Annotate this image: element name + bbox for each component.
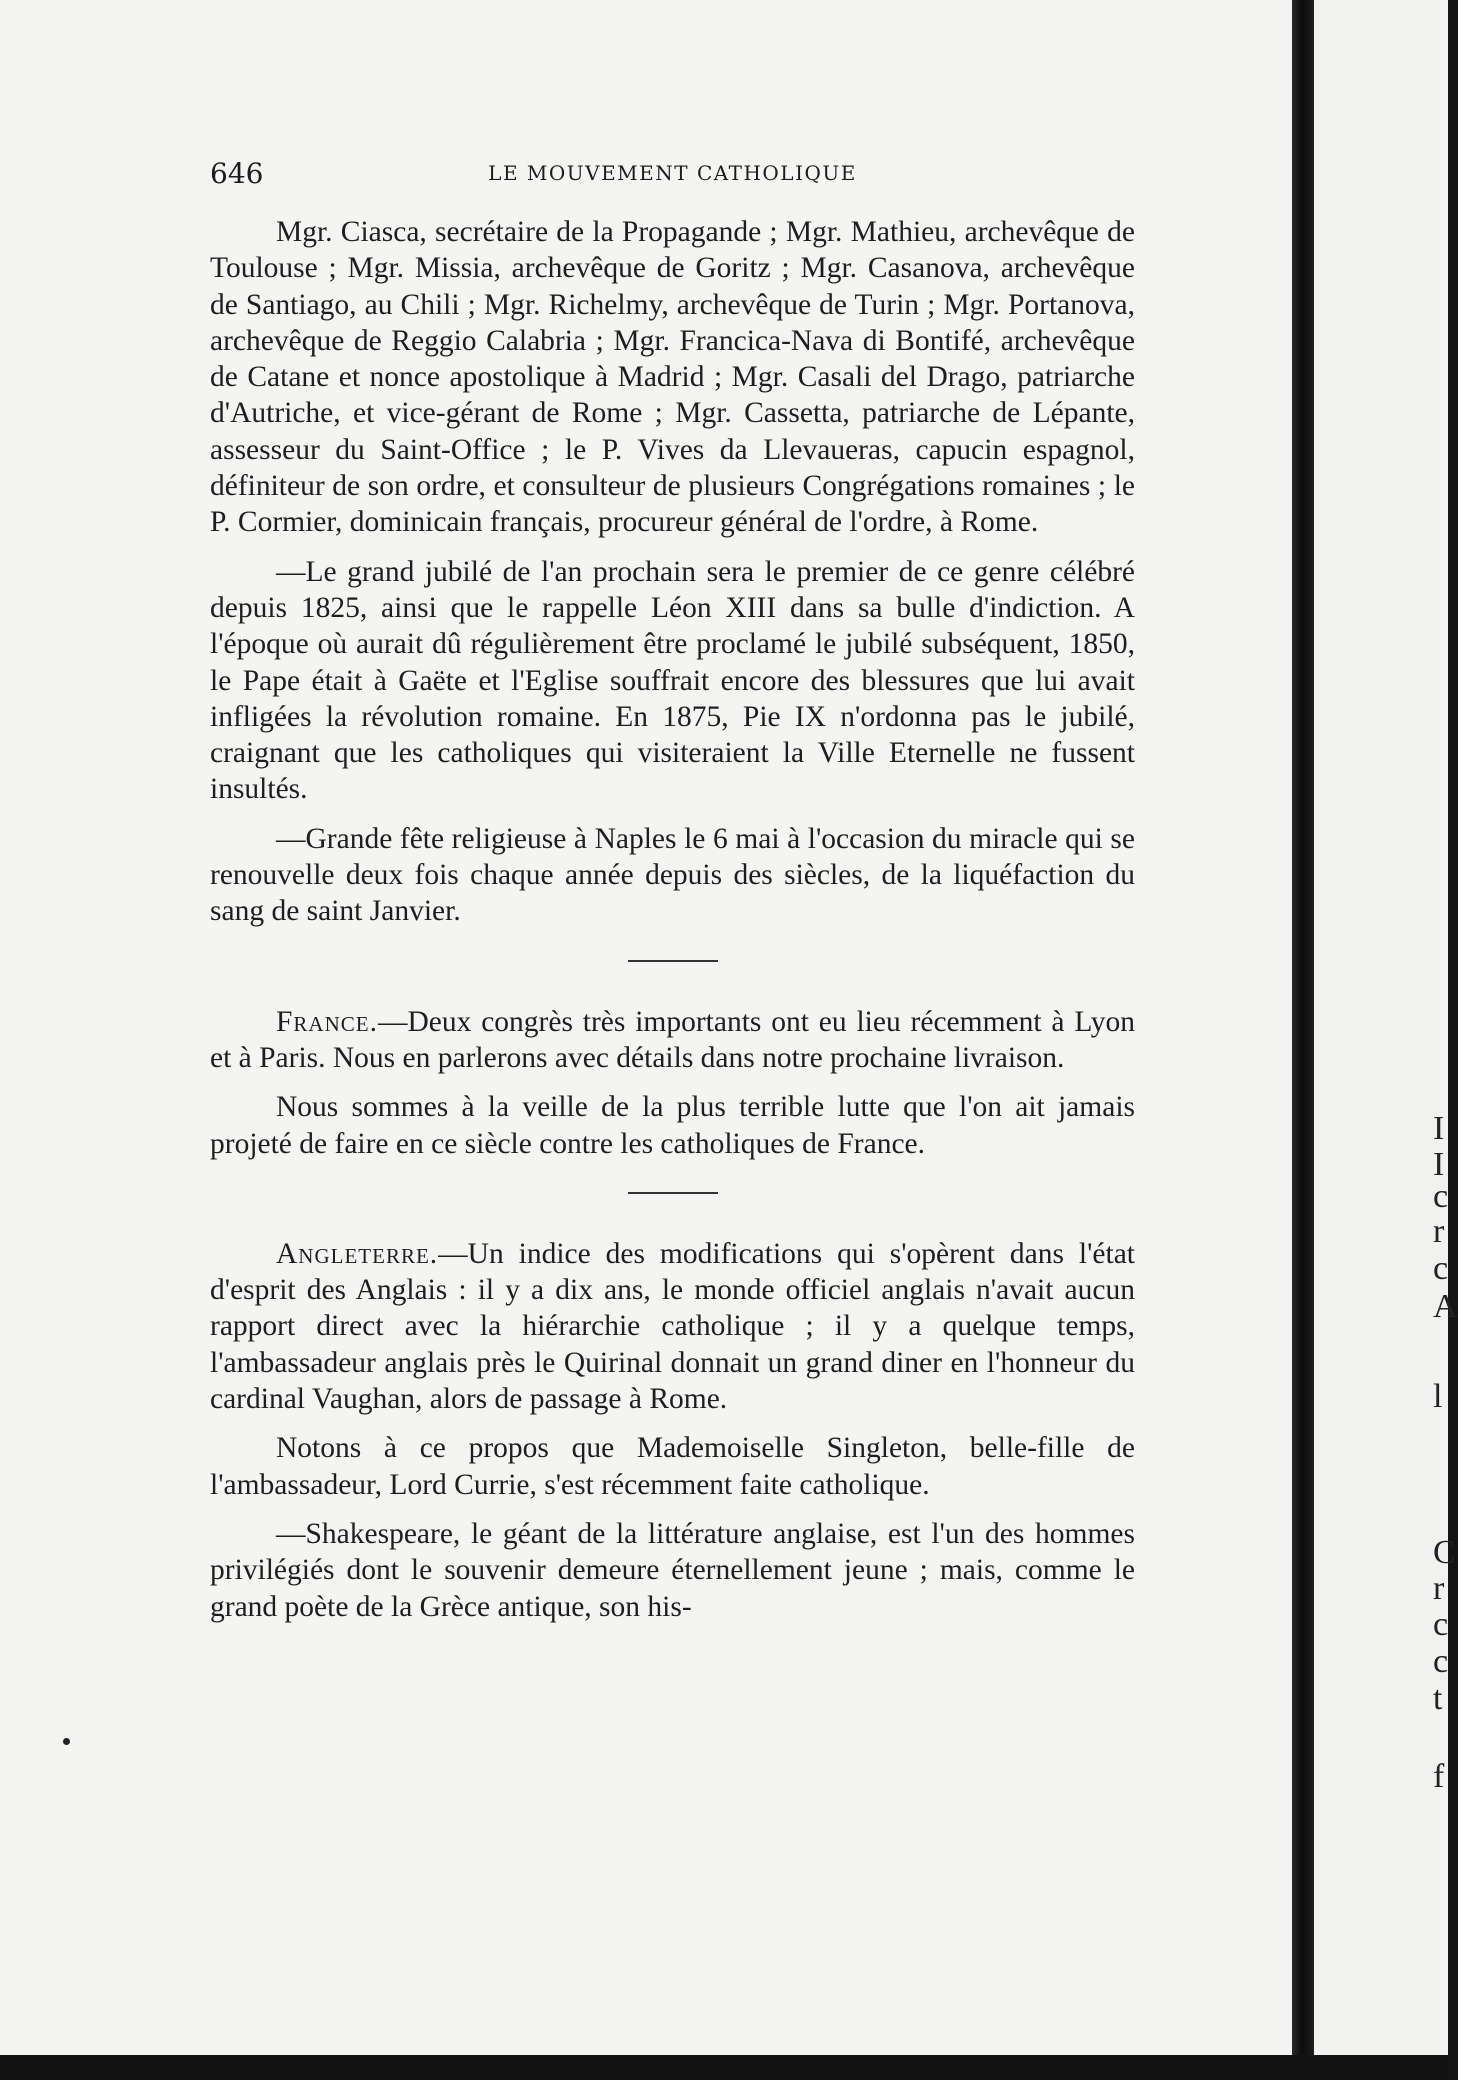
facing-letter: r — [1433, 1213, 1445, 1250]
paragraph-shakespeare: —Shakespeare, le géant de la littérature anglaise, est l'un des hommes privilégiés dont le souvenir demeure éternellement jeune ; mais, comme le grand poète de la Grèce antique, son his- — [210, 1517, 1135, 1623]
page-number: 646 — [210, 157, 264, 190]
ink-speck — [63, 1738, 70, 1745]
facing-letter: c — [1433, 1178, 1449, 1215]
facing-letter: c — [1433, 1606, 1449, 1643]
facing-letter: A — [1433, 1288, 1458, 1325]
facing-letter: t — [1433, 1680, 1443, 1717]
facing-letter: c — [1433, 1250, 1449, 1287]
paragraph-france-struggle: Nous sommes à la veille de la plus terrible lutte que l'on ait jamais projeté de faire en ce siècle contre les catholiques de France. — [210, 1091, 1135, 1160]
paragraph-france-text: —Deux congrès très importants ont eu lieu récemment à Lyon et à Paris. Nous en parlerons avec détails dans notre prochaine livraison. — [210, 1005, 1135, 1074]
scan-border — [0, 2055, 1448, 2080]
section-divider — [628, 960, 718, 962]
paragraph-france-congresses — [210, 1004, 1135, 1077]
facing-letter: c — [1433, 1643, 1449, 1680]
paragraph-england-text: —Un indice des modifications qui s'opèrent dans l'état d'esprit des Anglais : il y a dix ans, le monde officiel anglais n'avait aucun rapport direct avec la hiérarchie catholique ; il y a quelque temps, l'ambassadeur anglais près le Quirinal donnait un grand diner en l'honneur du cardinal Vaughan, alors de passage à Rome. — [210, 1237, 1135, 1416]
facing-letter: C — [1433, 1534, 1456, 1571]
paragraph-singleton: Notons à ce propos que Mademoiselle Singleton, belle-fille de l'ambassadeur, Lord Currie, s'est récemment faite catholique. — [210, 1432, 1135, 1501]
facing-letter: I — [1433, 1146, 1445, 1183]
facing-letter: r — [1433, 1570, 1445, 1607]
section-divider — [628, 1192, 718, 1194]
section-label-france: France. — [276, 1005, 378, 1038]
paragraph-naples-feast: —Grande fête religieuse à Naples le 6 mai à l'occasion du miracle qui se renouvelle deux fois chaque année depuis des siècles, de la liquéfaction du sang de saint Janvier. — [210, 822, 1135, 928]
page-body-text — [210, 214, 1135, 1638]
book-gutter — [1292, 0, 1314, 2055]
paragraph-england-indicator — [210, 1236, 1135, 1417]
facing-letter: I — [1433, 1110, 1445, 1147]
facing-letter: f — [1433, 1758, 1445, 1795]
running-title: LE MOUVEMENT CATHOLIQUE — [488, 161, 857, 185]
facing-page-edge — [1314, 0, 1458, 2055]
section-label-angleterre: Angleterre. — [276, 1237, 439, 1270]
paragraph-prelates-list: Mgr. Ciasca, secrétaire de la Propagande ; Mgr. Mathieu, archevêque de Toulouse ; Mgr. Missia, archevêque de Goritz ; Mgr. Casanova, archevêque de Santiago, au Chili ; Mgr. Richelmy, archevêque de Turin ; Mgr. Portanova, archevêque de Reggio Calabria ; Mgr. Francica-Nava di Bontifé, archevêque de Catane et nonce apostolique à Madrid ; Mgr. Casali del Drago, patriarche d'Autriche, et vice-gérant de Rome ; Mgr. Cassetta, patriarche de Lépante, assesseur du Saint-Office ; le P. Vives da Llevaueras, capucin espagnol, définiteur de son ordre, et consulteur de plusieurs Congrégations romaines ; le P. Cormier, dominicain français, procureur général de l'ordre, à Rome. — [210, 216, 1135, 539]
page-header — [210, 155, 1135, 195]
paragraph-jubilee: —Le grand jubilé de l'an prochain sera le premier de ce genre célébré depuis 1825, ainsi que le rappelle Léon XIII dans sa bulle d'indiction. A l'époque où aurait dû régulièrement être proclamé le jubilé subséquent, 1850, le Pape était à Gaëte et l'Eglise souffrait encore des blessures que lui avait infligées la révolution romaine. En 1875, Pie IX n'ordonna pas le jubilé, craignant que les catholiques qui visiteraient la Ville Eternelle ne fussent insultés. — [210, 555, 1135, 806]
facing-letter: l — [1433, 1378, 1443, 1415]
